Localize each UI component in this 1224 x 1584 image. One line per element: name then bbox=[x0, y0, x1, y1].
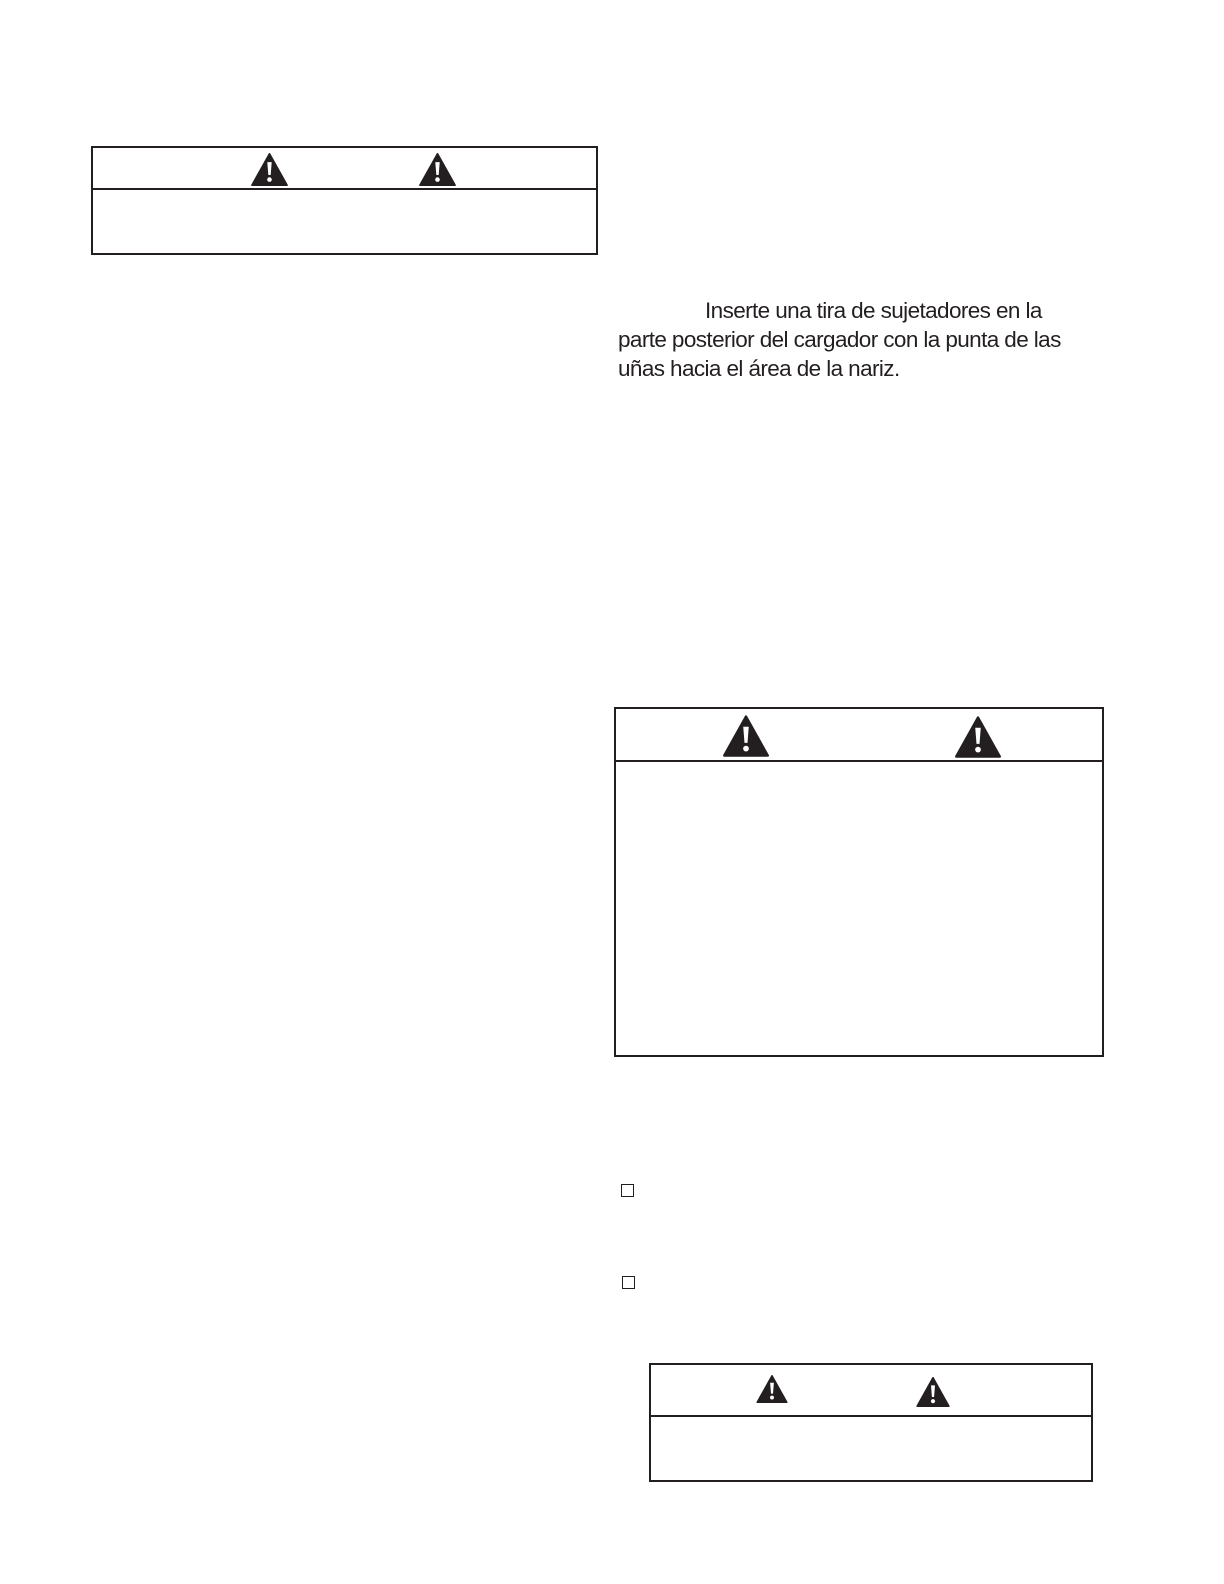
warning-triangle-icon bbox=[419, 153, 456, 186]
warning-box-right-large bbox=[614, 707, 1104, 1057]
warning-triangle-icon bbox=[955, 716, 1001, 758]
warning-box-top-left bbox=[91, 146, 598, 255]
checkbox-1[interactable] bbox=[621, 1184, 634, 1197]
warning-box-header bbox=[616, 709, 1102, 762]
warning-box-header bbox=[651, 1365, 1091, 1417]
warning-triangle-icon bbox=[723, 715, 769, 757]
instruction-line-3: uñas hacia el área de la nariz. bbox=[618, 356, 900, 381]
instruction-line-2: parte posterior del cargador con la punta de las bbox=[618, 327, 1061, 352]
warning-box-header bbox=[93, 148, 596, 190]
instruction-text bbox=[618, 296, 1098, 383]
warning-triangle-icon bbox=[251, 153, 288, 186]
instruction-line-1: Inserte una tira de sujetadores en la bbox=[705, 298, 1042, 323]
warning-triangle-icon bbox=[755, 1375, 789, 1403]
warning-box-bottom-right bbox=[649, 1363, 1093, 1482]
checkbox-2[interactable] bbox=[622, 1276, 635, 1289]
warning-triangle-icon bbox=[916, 1377, 950, 1407]
